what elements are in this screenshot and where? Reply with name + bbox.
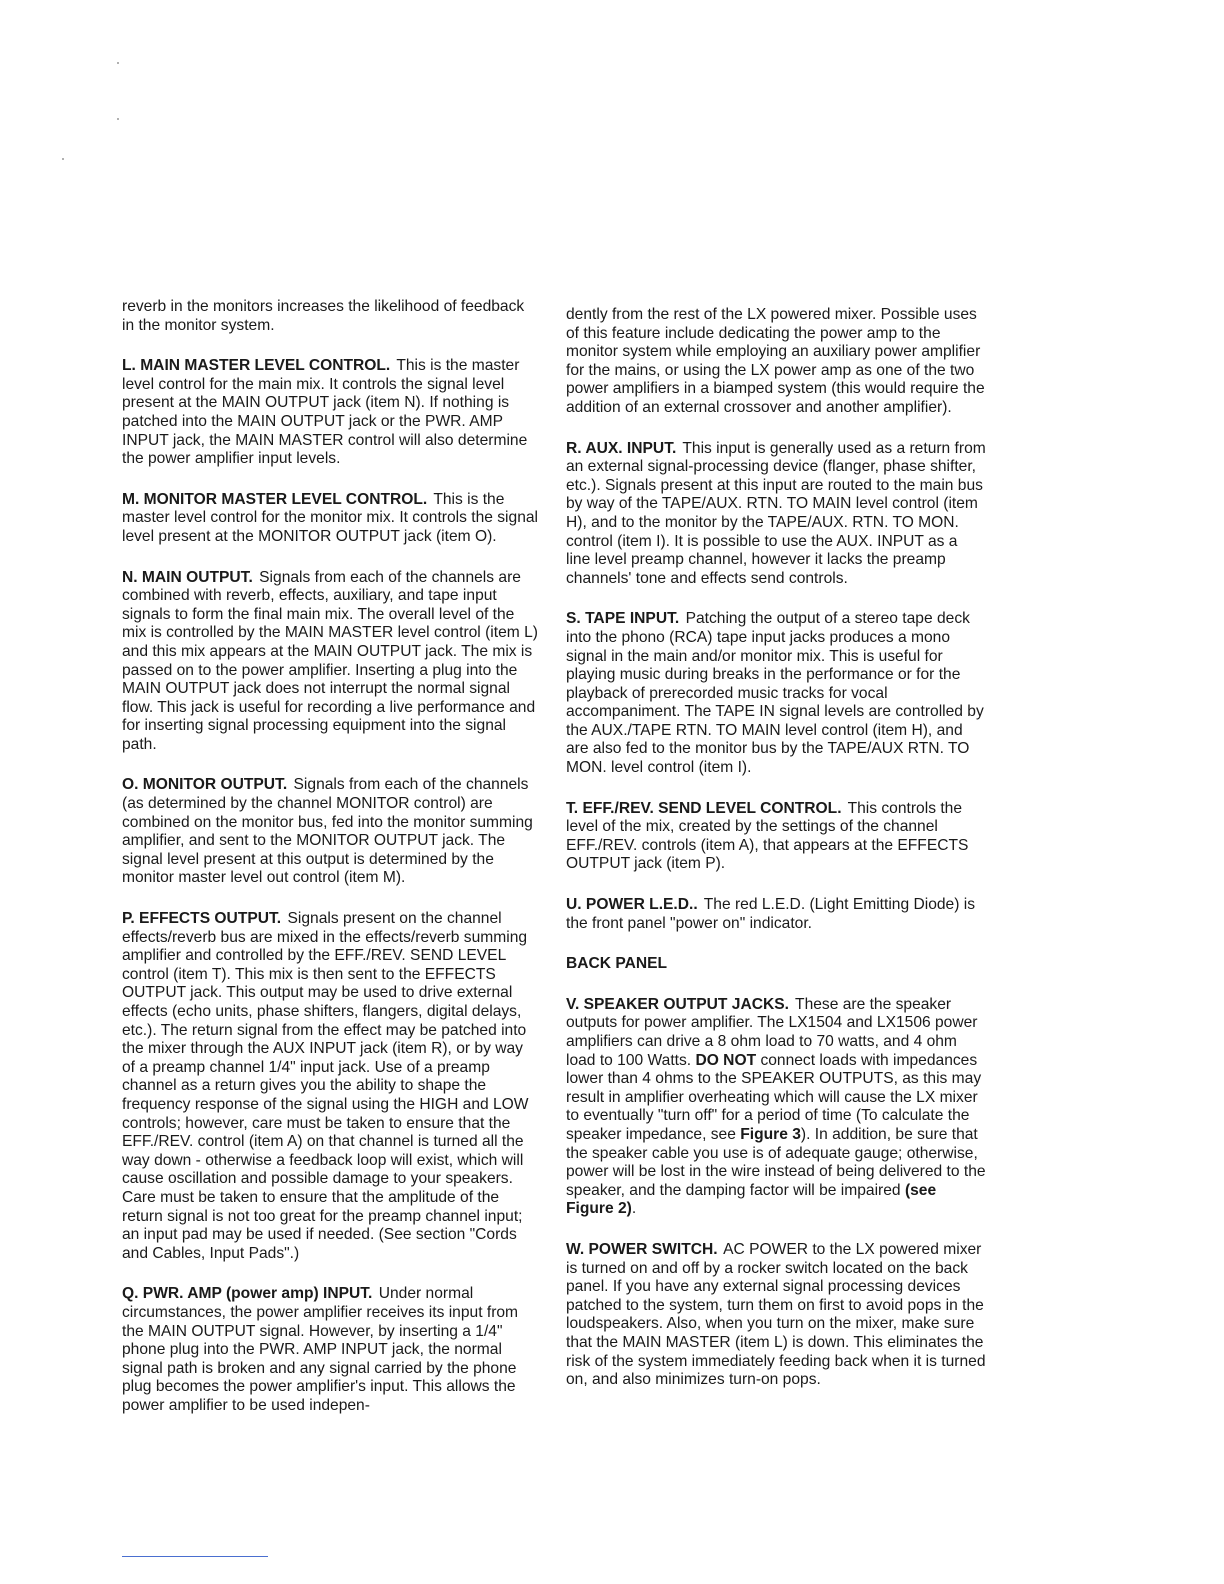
paragraph-text: These are the speaker outputs for power amplifier. The LX1504 and LX1506 power amplifiers can drive a 8 ohm load to 70 watts, and 4 ohm load to 100 Watts. xyxy=(566,995,978,1069)
paragraph-text: AC POWER to the LX powered mixer is turned on and off by a rocker switch located on the back panel. If you have any external signal processing devices patched to the system, turn them on first to avoid pops in the loudspeakers. Also, when you turn on the mixer, make sure that the MAIN MASTER (item L) is down. This eliminates the risk of the system immediately feeding back when it is turned on, and also minimizes turn-on pops. xyxy=(566,1240,986,1389)
right-column xyxy=(566,306,986,1412)
paragraph-pwr-amp-input xyxy=(122,1285,540,1415)
section-lead-r: R. AUX. INPUT. xyxy=(566,439,677,457)
paragraph-speaker-output xyxy=(566,996,986,1219)
paragraph-text: Under normal circumstances, the power amplifier receives its input from the MAIN OUTPUT signal. However, by inserting a 1/4" phone plug into the PWR. AMP INPUT jack, the normal signal path is broken and any signal carried by the phone plug becomes the power amplifier's input. This allows the power amplifier to be used indepen- xyxy=(122,1285,519,1414)
paragraph-reverb-continued xyxy=(122,298,540,335)
back-panel-heading: BACK PANEL xyxy=(566,955,668,973)
paragraph-monitor-output xyxy=(122,776,540,888)
paragraph-text: Patching the output of a stereo tape deck into the phono (RCA) tape input jacks produces a mono signal in the main and/or monitor mix. This is useful for playing music during breaks in the performance or for the playback of prerecorded music tracks for vocal accompaniment. The TAPE IN signal levels are controlled by the AUX./TAPE RTN. TO MAIN level control (item H), and are also fed to the monitor bus by the TAPE/AUX RTN. TO MON. level control (item I). xyxy=(566,610,984,777)
scan-speck xyxy=(62,158,64,160)
paragraph-main-master xyxy=(122,357,540,469)
paragraph-power-led xyxy=(566,896,986,933)
section-lead-p: P. EFFECTS OUTPUT. xyxy=(122,910,282,928)
paragraph-tape-input xyxy=(566,610,986,777)
section-lead-n: N. MAIN OUTPUT. xyxy=(122,568,253,586)
do-not-emphasis: DO NOT xyxy=(695,1051,757,1069)
section-lead-m: M. MONITOR MASTER LEVEL CONTROL. xyxy=(122,490,428,508)
scan-speck xyxy=(117,62,119,64)
paragraph-aux-input xyxy=(566,440,986,589)
paragraph-power-switch xyxy=(566,1241,986,1390)
paragraph-text: dently from the rest of the LX powered mixer. Possible uses of this feature include dedicating the power amp to the monitor system while employing an auxiliary power amplifier for the mains, or using the LX power amp as one of the two power amplifiers in a biamped system (this would require the addition of an external crossover and another amplifier). xyxy=(566,306,985,416)
scan-speck xyxy=(117,118,119,120)
paragraph-text: connect loads with impedances lower than 4 ohms to the SPEAKER OUTPUTS, as this may result in amplifier overheating which will cause the LX mixer to eventually "turn off" for a period of time (To calculate the speaker impedance, see xyxy=(566,1051,982,1143)
paragraph-text: This is the master level control for the monitor mix. It controls the signal level present at the MONITOR OUTPUT jack (item O). xyxy=(122,490,538,545)
section-lead-o: O. MONITOR OUTPUT. xyxy=(122,776,288,794)
section-lead-v: V. SPEAKER OUTPUT JACKS. xyxy=(566,995,789,1013)
paragraph-text: This controls the level of the mix, created by the settings of the channel EFF./REV. controls (item A), that appears at the EFFECTS OUTPUT jack (item P). xyxy=(566,799,969,873)
paragraph-eff-rev-send xyxy=(566,800,986,874)
paragraph-effects-output xyxy=(122,910,540,1263)
figure-2-reference: (see Figure 2) xyxy=(566,1181,937,1218)
paragraph-pwr-amp-continued xyxy=(566,306,986,418)
paragraph-text: reverb in the monitors increases the likelihood of feedback in the monitor system. xyxy=(122,298,525,334)
paragraph-text: The red L.E.D. (Light Emitting Diode) is the front panel "power on" indicator. xyxy=(566,896,976,932)
section-lead-q: Q. PWR. AMP (power amp) INPUT. xyxy=(122,1285,373,1303)
paragraph-text: Signals from each of the channels (as determined by the channel MONITOR control) are combined on the monitor bus, fed into the monitor summing amplifier, and sent to the MONITOR OUTPUT jack. The signal level present at this output is determined by the monitor master level out control (item M). xyxy=(122,776,533,887)
left-column xyxy=(122,298,540,1437)
footnote-rule xyxy=(122,1556,268,1557)
section-lead-l: L. MAIN MASTER LEVEL CONTROL. xyxy=(122,357,391,375)
section-lead-t: T. EFF./REV. SEND LEVEL CONTROL. xyxy=(566,799,842,817)
section-lead-s: S. TAPE INPUT. xyxy=(566,610,680,628)
paragraph-text: ). In addition, be sure that the speaker cable you use is of adequate gauge; otherwise, power will be lost in the wire instead of being delivered to the speaker, and the damping factor will be impaired xyxy=(566,1125,986,1199)
paragraph-text: Signals present on the channel effects/reverb bus are mixed in the effects/reverb summing amplifier and controlled by the EFF./REV. SEND LEVEL control (item T). This mix is then sent to the EFFECTS OUTPUT jack. This output may be used to drive external effects (echo units, phase shifters, flangers, digital delays, etc.). The return signal from the effect may be patched into the mixer through the AUX INPUT jack (item R), or by way of a preamp channel 1/4" input jack. Use of a preamp channel as a return gives you the ability to shape the frequency response of the signal using the HIGH and LOW controls; however, care must be taken to ensure that the EFF./REV. control (item A) on that channel is turned all the way down - otherwise a feedback loop will exist, which will cause oscillation and possible damage to your speakers. Care must be taken to ensure that the amplitude of the return signal is not too great for the preamp channel input; an input pad may be used if needed. (See section "Cords and Cables, Input Pads".) xyxy=(122,910,529,1262)
section-lead-u: U. POWER L.E.D.. xyxy=(566,896,698,914)
paragraph-text: This input is generally used as a return from an external signal-processing device (flanger, phase shifter, etc.). Signals present at this input are routed to the main bus by way of the TAPE/AUX. RTN. TO MAIN level control (item H), and to the monitor by the TAPE/AUX. RTN. TO MON. control (item I). It is possible to use the AUX. INPUT as a line level preamp channel, however it lacks the preamp channels' tone and effects send controls. xyxy=(566,439,986,587)
paragraph-monitor-master xyxy=(122,491,540,547)
paragraph-text: Signals from each of the channels are combined with reverb, effects, auxiliary, and tape input signals to form the final main mix. The overall level of the mix is controlled by the MAIN MASTER level control (item L) and this mix appears at the MAIN OUTPUT jack. The mix is passed on to the power amplifier. Inserting a plug into the MAIN OUTPUT jack does not interrupt the normal signal flow. This jack is useful for recording a live performance and for inserting signal processing equipment into the signal path. xyxy=(122,568,538,753)
paragraph-text: This is the master level control for the main mix. It controls the signal level present at the MAIN OUTPUT jack (item N). If nothing is patched into the MAIN OUTPUT jack or the PWR. AMP INPUT jack, the MAIN MASTER control will also determine the power amplifier input levels. xyxy=(122,357,528,468)
section-lead-w: W. POWER SWITCH. xyxy=(566,1240,718,1258)
figure-3-reference: Figure 3 xyxy=(740,1125,801,1143)
paragraph-main-output xyxy=(122,569,540,755)
paragraph-text: . xyxy=(631,1200,637,1218)
